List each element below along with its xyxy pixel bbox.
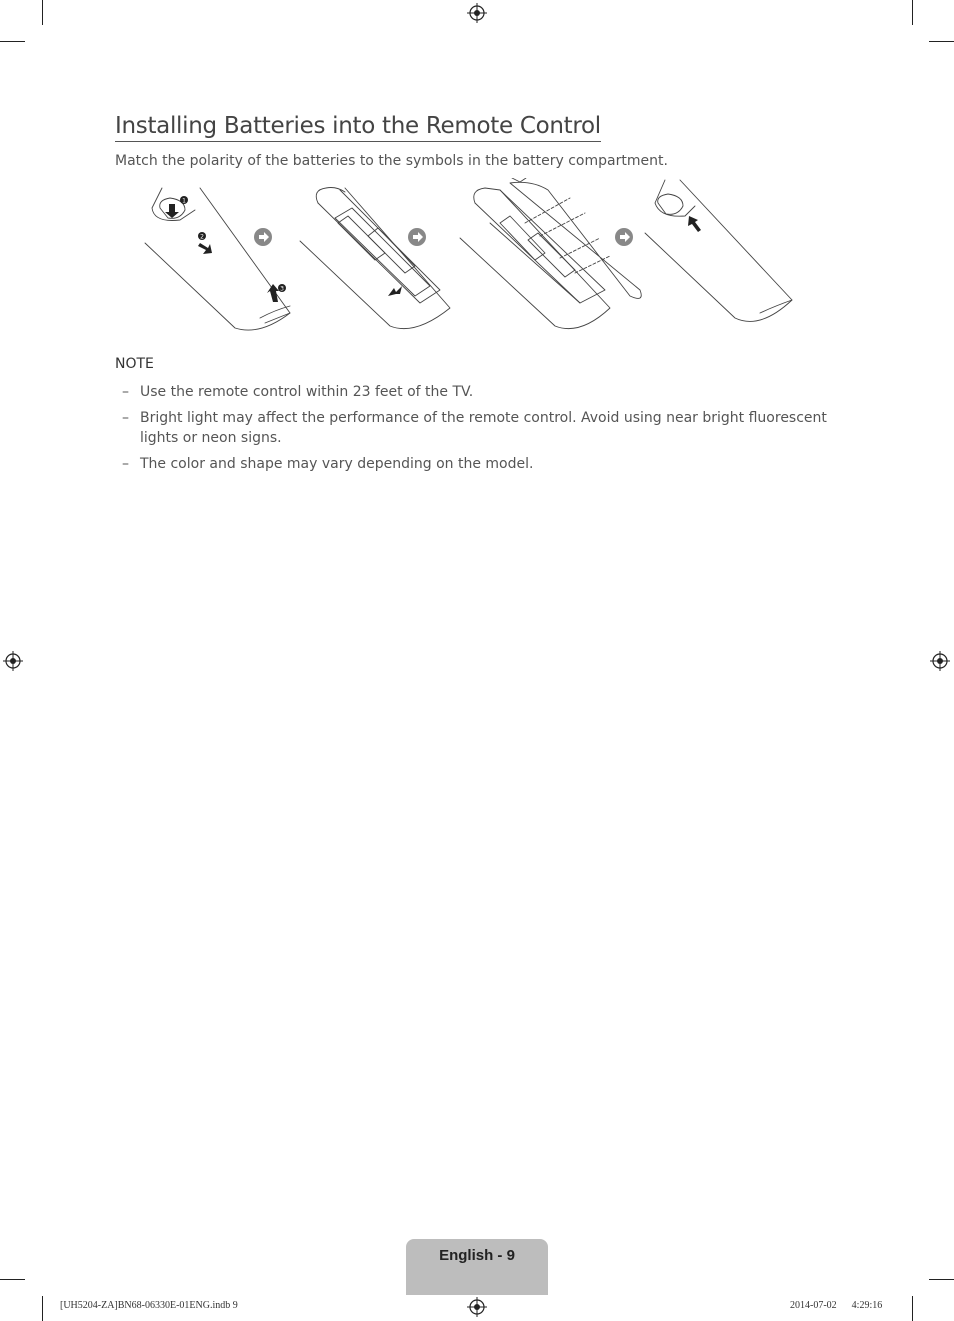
remote-step-4 <box>645 180 792 321</box>
remote-step-1 <box>145 188 290 330</box>
registration-mark-icon <box>3 651 23 671</box>
page-title: Installing Batteries into the Remote Control <box>115 112 601 142</box>
list-item: – Use the remote control within 23 feet of the TV. <box>122 384 474 400</box>
crop-mark <box>929 1279 954 1280</box>
crop-mark <box>42 1296 43 1321</box>
page-label: English - 9 <box>439 1247 515 1264</box>
page-number-tab <box>406 1239 548 1295</box>
crop-mark <box>0 41 25 42</box>
arrow-right-icon <box>254 228 272 246</box>
note-list <box>115 382 835 480</box>
registration-mark-icon <box>930 651 950 671</box>
remote-step-2 <box>300 188 450 329</box>
crop-mark <box>912 1296 913 1321</box>
svg-text:1: 1 <box>182 197 186 205</box>
list-item: – Bright light may affect the performance of the remote control. Avoid using near bright fluorescent lights or neon signs. <box>122 410 827 446</box>
direction-arrows <box>165 204 701 302</box>
crop-mark <box>912 0 913 25</box>
intro-text: Match the polarity of the batteries to the symbols in the battery compartment. <box>115 153 668 169</box>
svg-text:2: 2 <box>200 233 204 241</box>
arrow-right-icon <box>615 228 633 246</box>
footer-timestamp: 2014-07-02 4:29:16 <box>790 1300 883 1311</box>
remote-step-3 <box>460 178 641 329</box>
registration-mark-icon <box>467 3 487 23</box>
footer-file-info: [UH5204-ZA]BN68-06330E-01ENG.indb 9 <box>60 1300 238 1311</box>
note-heading: NOTE <box>115 356 154 372</box>
svg-text:3: 3 <box>280 285 284 293</box>
battery-installation-illustration <box>140 178 800 338</box>
list-item: – The color and shape may vary depending on the model. <box>122 456 534 472</box>
step-markers <box>180 196 286 293</box>
crop-mark <box>42 0 43 25</box>
crop-mark <box>0 1279 25 1280</box>
registration-mark-icon <box>467 1297 487 1317</box>
arrow-right-icon <box>408 228 426 246</box>
crop-mark <box>929 41 954 42</box>
